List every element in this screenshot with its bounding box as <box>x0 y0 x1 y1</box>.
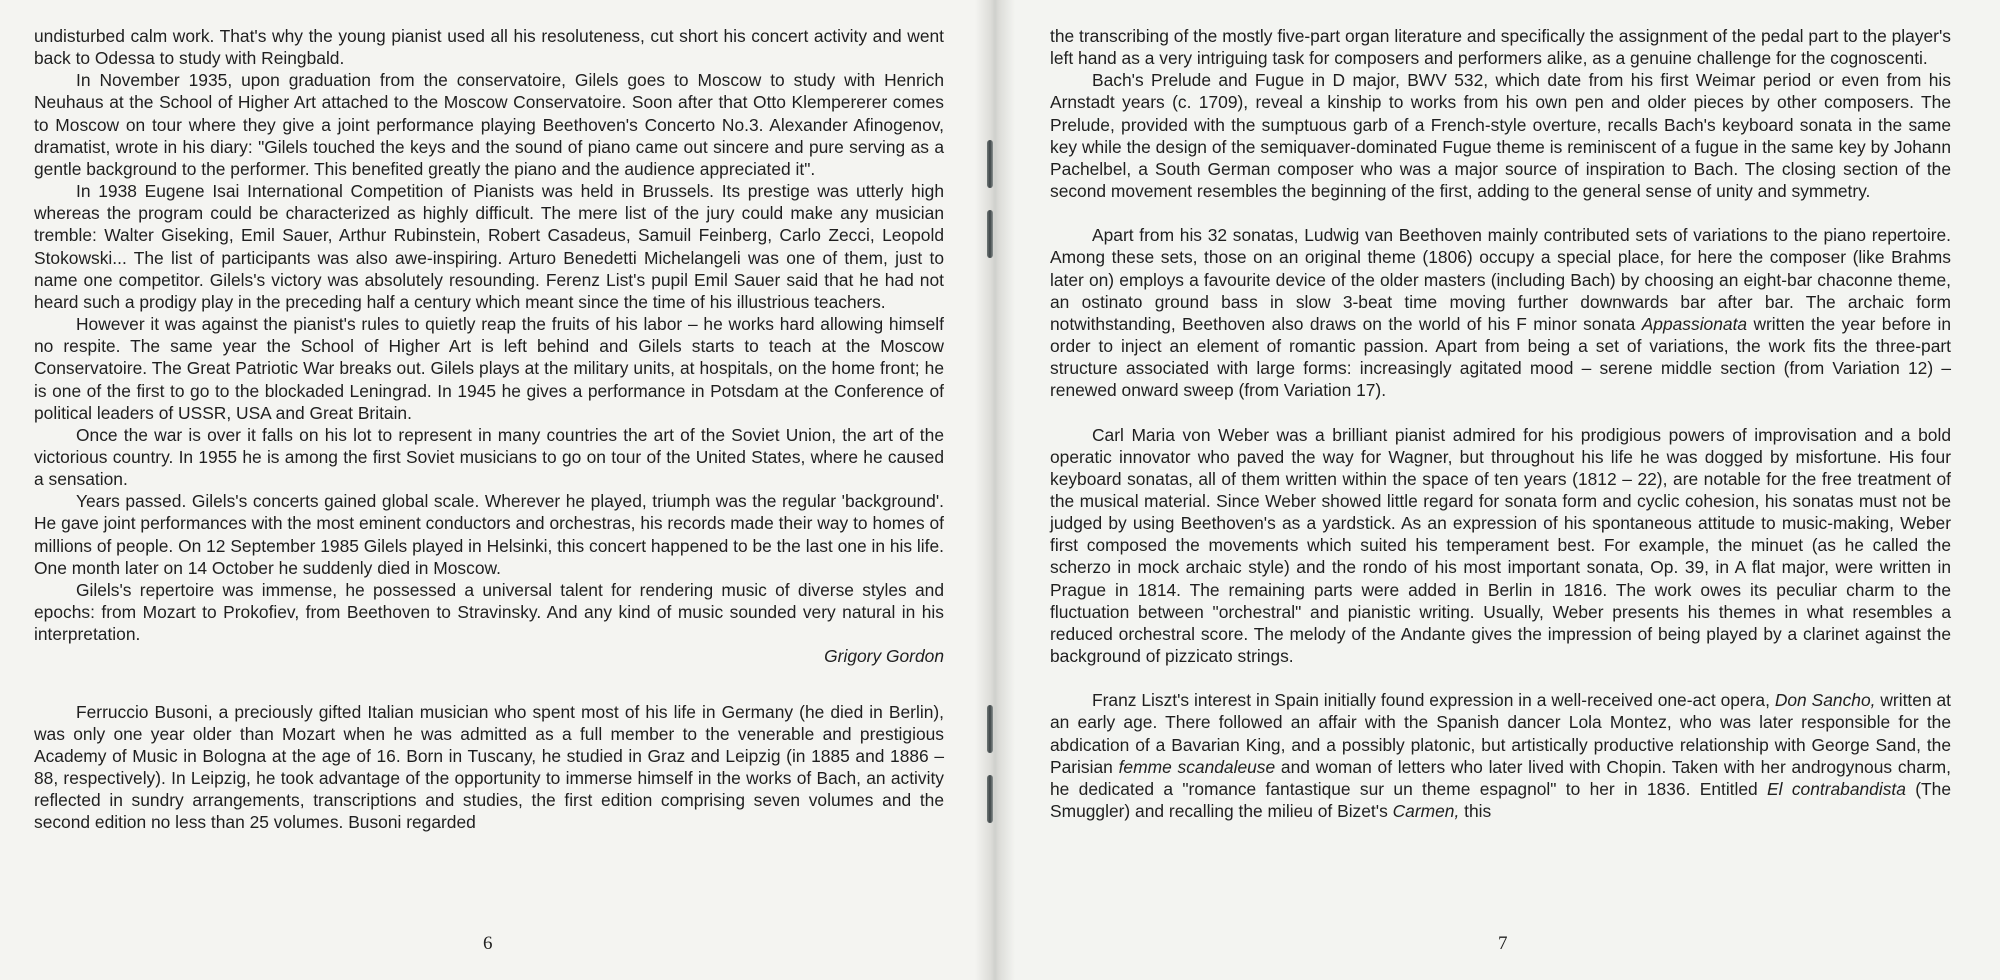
left-page <box>0 0 993 980</box>
right-page-text <box>1050 25 1951 822</box>
staple <box>987 775 993 823</box>
page-number-left: 6 <box>483 933 493 954</box>
left-page-text <box>34 25 944 833</box>
paragraph-liszt <box>1050 689 1951 822</box>
italic-title: femme scandaleuse <box>1118 756 1276 777</box>
staple <box>987 140 993 188</box>
italic-title: El contrabandista <box>1767 778 1906 799</box>
paragraph-weber: Carl Maria von Weber was a brilliant pianist admired for his prodigious powers of improvisation and a bold operatic innovator who paved the way for Wagner, but throughout his life he was dogged by misfortune. His four keyboard sonatas, all of them written within the space of ten years (1812 – 22), are notable for the free treatment of the musical material. Since Weber showed little regard for sonata form and cyclic cohesion, his sonatas must not be judged by using Beethoven's as a yardstick. As an expression of his spontaneous attitude to music-making, Weber first composed the movements which suited his temperament best. For example, the minuet (as he called the scherzo in mock archaic style) and the rondo of his most important sonata, Op. 39, in A flat major, were written in Prague in 1814. The remaining parts were added in Berlin in 1816. The work owes its peculiar charm to the fluctuation between "orchestral" and pianistic writing. Usually, Weber presents his themes in what resembles a reduced orchestral score. The melody of the Andante gives the impression of being played by a clarinet against the background of pizzicato strings. <box>1050 424 1951 667</box>
text-run: this <box>1459 801 1492 821</box>
author-signature: Grigory Gordon <box>824 646 944 667</box>
paragraph-beethoven <box>1050 224 1951 401</box>
paragraph: In 1938 Eugene Isai International Competition of Pianists was held in Brussels. Its prestige was utterly high whereas the program could be characterized as highly difficult. The mere list of the jury could make any musician tremble: Walter Giseking, Emil Sauer, Arthur Rubinstein, Robert Casadeus, Samuil Feinberg, Carlo Zecci, Leopold Stokowski... The list of participants was also awe-inspiring. Arturo Benedetti Michelangeli was one of them, just to name one competitor. Gilels's victory was absolutely resounding. Ferenz List's pupil Emil Sauer said that he had not heard such a prodigy play in the preceding half a century which meant since the time of his illustrious teachers. <box>34 181 944 312</box>
text-run: written at an early age. There followed an affair with the Spanish dancer Lola Montez, who was later responsible for the abdication of a Bavarian King, and a possibly platonic, but artistically productive relationship with George Sand, the Parisian <box>1050 690 1951 777</box>
page-number-right: 7 <box>1498 933 1508 954</box>
italic-title: Carmen, <box>1392 801 1460 821</box>
right-page <box>993 0 2000 980</box>
paragraph: Years passed. Gilels's concerts gained global scale. Wherever he played, triumph was the regular 'background'. He gave joint performances with the most eminent conductors and orchestras, his records made their way to homes of millions of people. On 12 September 1985 Gilels played in Helsinki, this concert happened to be the last one in his life. One month later on 14 October he suddenly died in Moscow. <box>34 491 944 578</box>
paragraph: Gilels's repertoire was immense, he possessed a universal talent for rendering music of diverse styles and epochs: from Mozart to Prokofiev, from Beethoven to Stravinsky. And any kind of music sounded very natural in his interpretation. <box>34 579 944 645</box>
paragraph: undisturbed calm work. That's why the young pianist used all his resoluteness, cut short his concert activity and went back to Odessa to study with Reingbald. <box>34 26 944 69</box>
text-run: Apart from his 32 sonatas, Ludwig van Beethoven mainly contributed sets of variations to the piano repertoire. Among these sets, those on an original theme (1806) occupy a special place, for here the composer (like Brahms later on) employs a favourite device of the older masters (including Bach) by choosing an eight-bar chaconne theme, an ostinato ground bass in slow 3-beat time moving further downwards bar after bar. The archaic form notwithstanding, Beethoven also draws on the world of his F minor sonata <box>1050 225 1951 334</box>
paragraph: In November 1935, upon graduation from the conservatoire, Gilels goes to Moscow to study with Henrich Neuhaus at the School of Higher Art attached to the Moscow Conservatoire. Soon after that Otto Klempererer comes to Moscow on tour where they give a joint performance playing Beethoven's Concerto No.3. Alexander Afinogenov, dramatist, wrote in his diary: "Gilels touched the keys and the sound of piano came out sincere and pure serving as a gentle background to the performer. This benefited greatly the piano and the audience appreciated it". <box>34 70 944 179</box>
text-run: Franz Liszt's interest in Spain initially found expression in a well-received one-act opera, <box>1092 690 1775 711</box>
paragraph: However it was against the pianist's rules to quietly reap the fruits of his labor – he works hard allowing himself no respite. The same year the School of Higher Art is left behind and Gilels starts to teach at the Moscow Conservatoire. The Great Patriotic War breaks out. Gilels plays at the military units, at hospitals, on the home front; he is one of the first to go to the blockaded Leningrad. In 1945 he gives a performance in Potsdam at the Conference of political leaders of USSR, USA and Great Britain. <box>34 314 944 423</box>
text-run: (The Smuggler) and recalling the milieu of Bizet's <box>1050 778 1951 821</box>
staple <box>987 705 993 753</box>
booklet-gutter <box>975 0 1015 980</box>
italic-title: Don Sancho, <box>1774 690 1876 711</box>
staple <box>987 210 993 258</box>
text-run: and woman of letters who later lived with Chopin. Taken with her androgynous charm, he dedicated a "romance fantastique sur un theme espagnol" to her in 1836. Entitled <box>1050 756 1951 799</box>
text-run: written the year before in order to inject an element of romantic passion. Apart from being a set of variations, the work fits the three-part structure associated with large forms: increasingly agitated mood – serene middle section (from Variation 12) – renewed onward sweep (from Variation 17). <box>1050 313 1951 401</box>
italic-title: Appassionata <box>1641 313 1748 334</box>
paragraph-busoni: Ferruccio Busoni, a preciously gifted Italian musician who spent most of his life in Germany (he died in Berlin), was only one year older than Mozart when he was admitted as a full member to the venerable and prestigious Academy of Music in Bologna at the age of 16. Born in Tuscany, he studied in Graz and Leipzig (in 1885 and 1886 – 88, respectively). In Leipzig, he took advantage of the opportunity to immerse himself in the works of Bach, an activity reflected in sundry arrangements, transcriptions and studies, the first edition comprising seven volumes and the second edition no less than 25 volumes. Busoni regarded <box>34 701 944 833</box>
paragraph: Bach's Prelude and Fugue in D major, BWV 532, which date from his first Weimar period or even from his Arnstadt years (c. 1709), reveal a kinship to works from his own pen and older pieces by other composers. The Prelude, provided with the sumptuous garb of a French-style overture, recalls Bach's keyboard sonata in the same key while the design of the semiquaver-dominated Fugue theme is reminiscent of a fugue in the same key by Johann Pachelbel, a South German composer who was a major source of inspiration to Bach. The closing section of the second movement resembles the beginning of the first, adding to the general sense of unity and symmetry. <box>1050 70 1951 202</box>
paragraph: the transcribing of the mostly five-part organ literature and specifically the assignment of the pedal part to the player's left hand as a very intriguing task for composers and performers alike, as a genuine challenge for the cognoscenti. <box>1050 26 1951 69</box>
paragraph: Once the war is over it falls on his lot to represent in many countries the art of the Soviet Union, the art of the victorious country. In 1955 he is among the first Soviet musicians to go on tour of the United States, where he caused a sensation. <box>34 424 944 490</box>
